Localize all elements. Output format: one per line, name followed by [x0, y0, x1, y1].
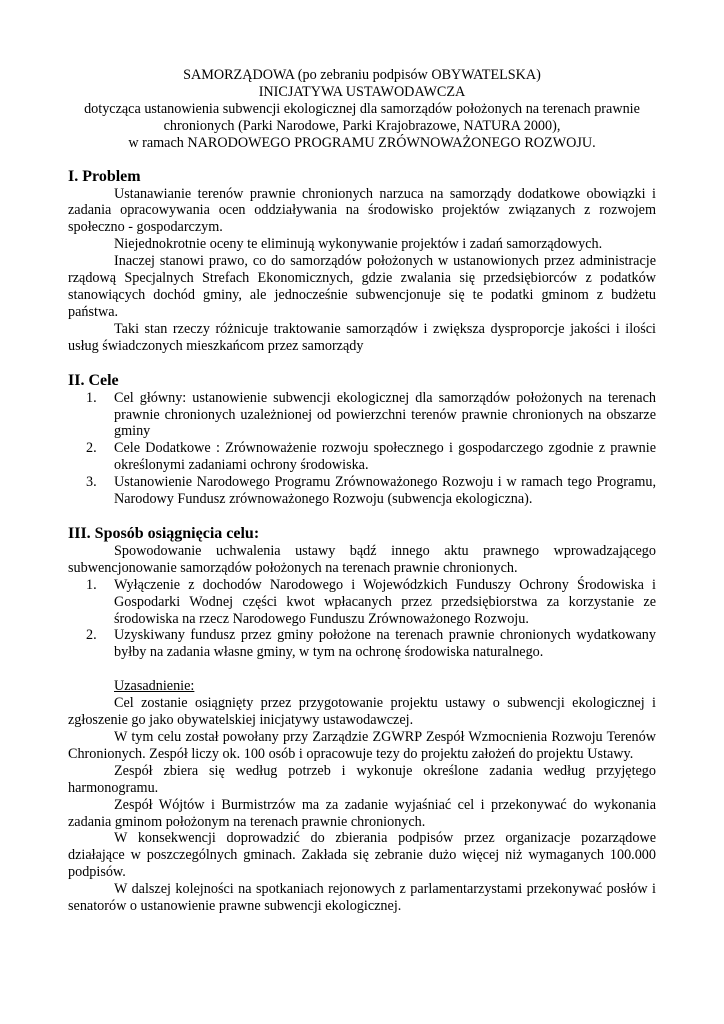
paragraph: Spowodowanie uchwalenia ustawy bądź innego aktu prawnego wprowadzającego subwencjonowanie samorządów położonych na terenach prawnie chronionych. [68, 542, 656, 576]
list-number: 3. [86, 474, 97, 491]
paragraph: Niejednokrotnie oceny te eliminują wykonywanie projektów i zadań samorządowych. [114, 236, 603, 253]
list-number: 2. [86, 627, 97, 644]
section-1-heading: I. Problem [68, 167, 141, 185]
list-item-text: Uzyskiwany fundusz przez gminy położone na terenach prawnie chronionych wydatkowany byłby na zadania własne gminy, w tym na ochronę środowiska naturalnego. [114, 627, 656, 661]
list-item [68, 474, 656, 508]
paragraph: Ustanawianie terenów prawnie chronionych narzuca na samorządy dodatkowe obowiązki i zadania opracowywania ocen oddziaływania na środowisko projektów związanych z rozwojem społeczno - gospodarczym. [68, 185, 656, 236]
section-1-body [68, 186, 656, 355]
header-line-1: SAMORZĄDOWA (po zebraniu podpisów OBYWATELSKA) [183, 67, 541, 83]
list-item-text: Cel główny: ustanowienie subwencji ekologicznej dla samorządów położonych na terenach prawnie chronionych uzależnionej od powierzchni terenów prawnie chronionych na obszarze gminy [114, 389, 656, 440]
header-line-4: chronionych (Parki Narodowe, Parki Krajobrazowe, NATURA 2000), [163, 117, 561, 134]
list-item-text: Cele Dodatkowe : Zrównoważenie rozwoju społecznego i gospodarczego zgodnie z prawnie określonymi zadaniami ochrony środowiska. [114, 440, 656, 474]
paragraph: W dalszej kolejności na spotkaniach rejonowych z parlamentarzystami przekonywać posłów i senatorów o ustanowienie prawne subwencji ekologicznej. [68, 881, 656, 915]
document-header [68, 67, 656, 152]
paragraph: Taki stan rzeczy różnicuje traktowanie samorządów i zwiększa dysproporcje jakości i ilości usług świadczonych mieszkańcom przez samorządy [68, 320, 656, 354]
document-page [68, 67, 656, 915]
section-2-heading: II. Cele [68, 371, 119, 389]
header-line-5: w ramach NARODOWEGO PROGRAMU ZRÓWNOWAŻONEGO ROZWOJU. [128, 134, 596, 151]
list-number: 1. [86, 576, 97, 593]
justification-body [68, 695, 656, 915]
section-3-heading: III. Sposób osiągnięcia celu: [68, 524, 260, 542]
list-item [68, 390, 656, 441]
paragraph: W tym celu został powołany przy Zarządzie ZGWRP Zespół Wzmocnienia Rozwoju Terenów Chronionych. Zespół liczy ok. 100 osób i opracowuje tezy do projektu założeń do projektu Ustawy. [68, 729, 656, 762]
list-item-text: Ustanowienie Narodowego Programu Zrównoważonego Rozwoju i w ramach tego Programu, Narodowy Fundusz zrównoważonego Rozwoju (subwencja ekologiczna). [114, 474, 656, 508]
justification-label: Uzasadnienie: [114, 678, 195, 695]
paragraph: W konsekwencji doprowadzić do zbierania podpisów przez organizacje pozarządowe działające w poszczególnych gminach. Zakłada się zebranie dużo więcej niż wymaganych 100.000 podpisów. [68, 830, 656, 881]
list-number: 1. [86, 389, 97, 406]
paragraph: Inaczej stanowi prawo, co do samorządów położonych w ustanowionych przez administracje rządową Specjalnych Strefach Ekonomicznych, gdzie zwalania się przedsiębiorców z podatków stanowiących dochód gminy, ale jednocześnie subwencjonuje się te podatki gminom z budżetu państwa. [68, 253, 656, 320]
list-item [68, 440, 656, 474]
list-item [68, 577, 656, 628]
header-line-3: dotycząca ustanowienia subwencji ekologicznej dla samorządów położonych na terenach prawnie [84, 100, 640, 117]
methods-list [68, 577, 656, 662]
list-number: 2. [86, 440, 97, 457]
list-item-text: Wyłączenie z dochodów Narodowego i Wojewódzkich Funduszy Ochrony Środowiska i Gospodarki Wodnej części kwot wpłacanych przez przedsiębiorstwa za korzystanie ze środowiska na rzecz Narodowego Funduszu Zrównoważonego Rozwoju. [114, 576, 656, 627]
header-line-2: INICJATYWA USTAWODAWCZA [258, 83, 466, 100]
paragraph: Zespół Wójtów i Burmistrzów ma za zadanie wyjaśniać cel i przekonywać do wykonania zadania gminom położonym na terenach prawnie chronionych. [68, 796, 656, 830]
goals-list [68, 390, 656, 508]
list-item [68, 627, 656, 661]
paragraph: Zespół zbiera się według potrzeb i wykonuje określone zadania według przyjętego harmonogramu. [68, 762, 656, 796]
paragraph: Cel zostanie osiągnięty przez przygotowanie projektu ustawy o subwencji ekologicznej i zgłoszenie go jako obywatelskiej inicjatywy ustawodawczej. [68, 695, 656, 729]
